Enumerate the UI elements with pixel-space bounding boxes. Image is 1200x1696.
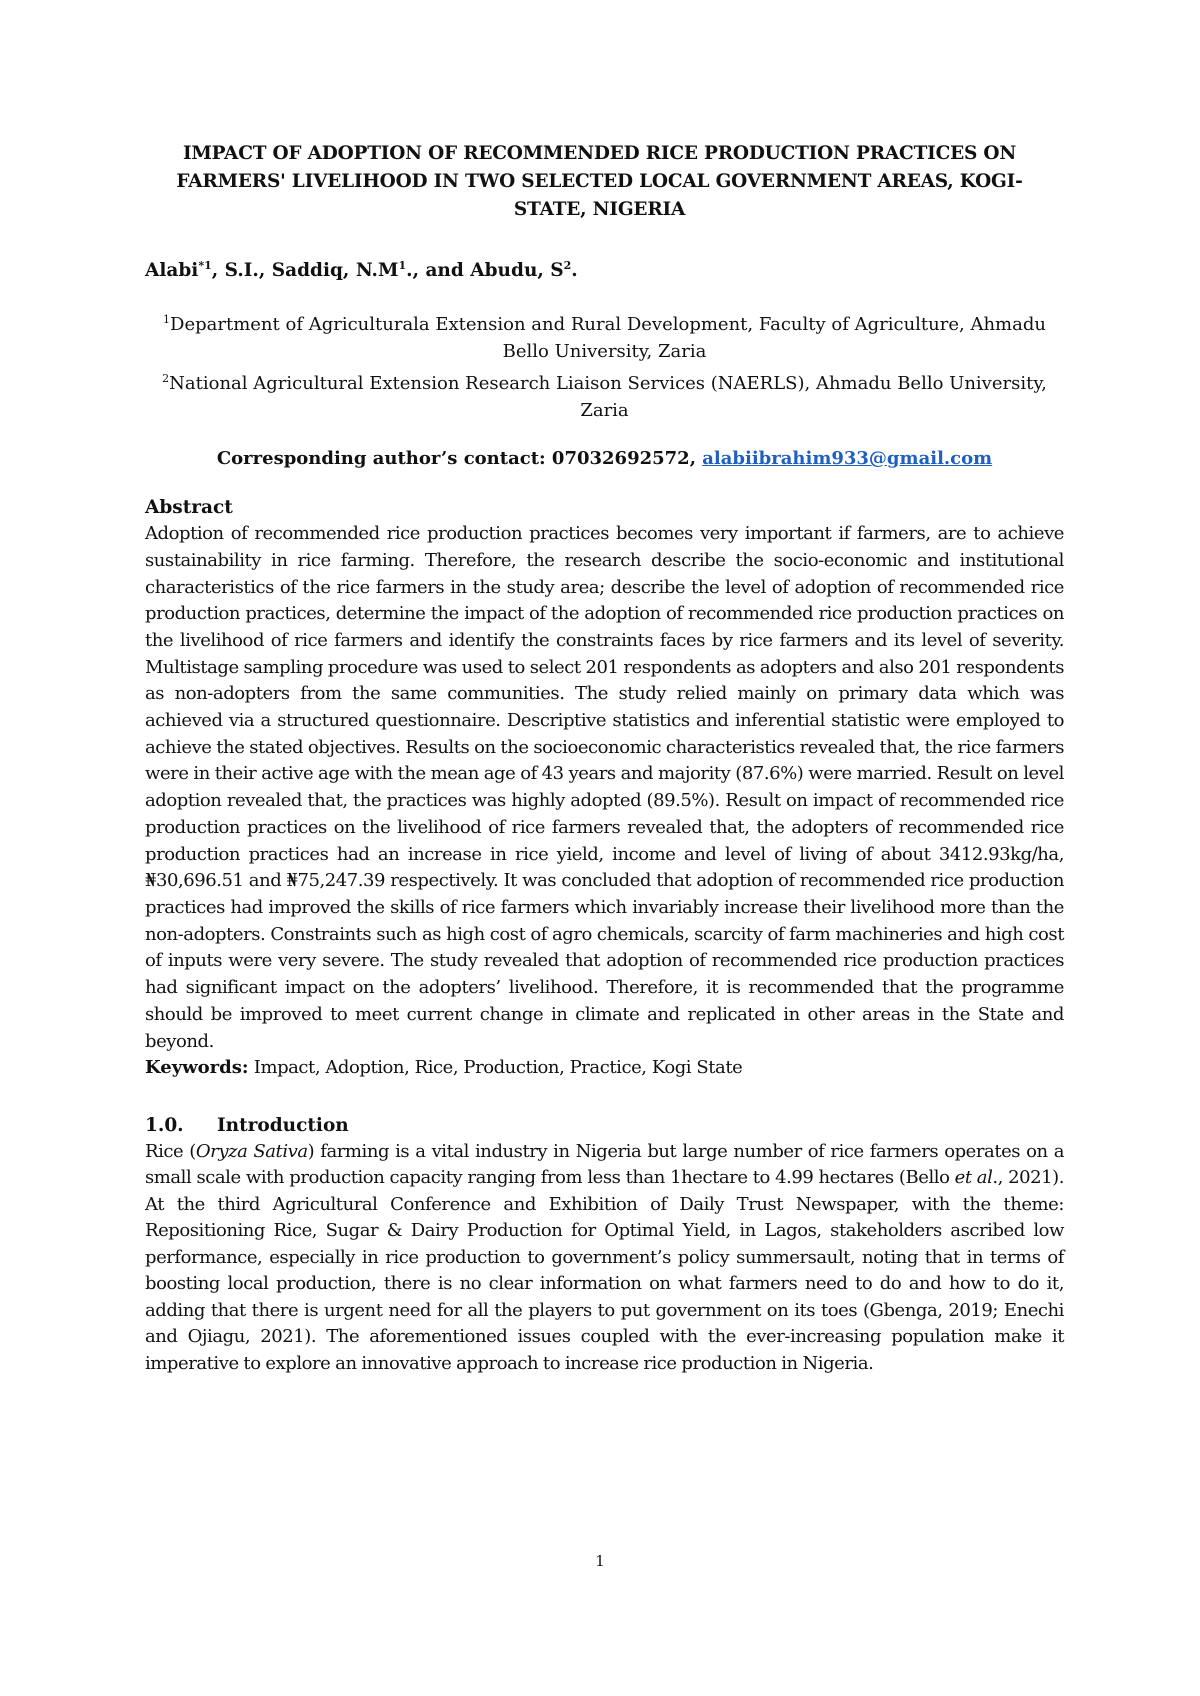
author-1-name: Alabi [145,260,199,282]
intro-italic-etal: et al [954,1167,993,1189]
author-3-name: Abudu, S [470,260,564,282]
affiliation-2-text: National Agricultural Extension Research Liaison Services (NAERLS), Ahmadu Bello University, Zaria [169,373,1047,422]
abstract-heading: Abstract [145,497,233,519]
introduction-paragraph [145,1139,1064,1378]
intro-italic-species: Oryza Sativa [195,1140,308,1162]
affiliation-1 [145,306,1064,365]
section-number: 1.0. [145,1114,184,1136]
abstract-text: Adoption of recommended rice production practices becomes very important if farmers, are to achieve sustainability in rice farming. Therefore, the research describe the socio-economic and institutional characteristics of the rice farmers in the study area; describe the level of adoption of recommended rice production practices, determine the impact of the adoption of recommended rice production practices on the livelihood of rice farmers and identify the constraints faces by rice farmers and its level of severity. Multistage sampling procedure was used to select 201 respondents as adopters and also 201 respondents as non-adopters from the same communities. The study relied mainly on primary data which was achieved via a structured questionnaire. Descriptive statistics and inferential statistic were employed to achieve the stated objectives. Results on the socioeconomic characteristics revealed that, the rice farmers were in their active age with the mean age of 43 years and majority (87.6%) were married. Result on level adoption revealed that, the practices was highly adopted (89.5%). Result on impact of recommended rice production practices on the livelihood of rice farmers revealed that, the adopters of recommended rice production practices had an increase in rice yield, income and level of living of about 3412.93kg/ha, ₦30,696.51 and ₦75,247.39 respectively. It was concluded that adoption of recommended rice production practices had improved the skills of rice farmers which invariably increase their livelihood more than the non-adopters. Constraints such as high cost of agro chemicals, scarcity of farm machineries and high cost of inputs were very severe. The study revealed that adoption of recommended rice production practices had significant impact on the adopters’ livelihood. Therefore, it is recommended that the programme should be improved to meet current change in climate and replicated in other areas in the State and beyond. [145,523,1064,1052]
contact-label: Corresponding author’s contact: 07032692572, [216,448,703,470]
author-1-initials: , S.I., [211,260,272,282]
author-2-affiliation-mark: 1 [398,259,407,272]
author-3-affiliation-mark: 2 [563,259,572,272]
section-title: Introduction [217,1114,349,1136]
affiliation-2 [145,365,1064,424]
intro-text-1: Rice ( [145,1140,196,1162]
keywords [145,1055,1064,1082]
author-list-end: . [571,260,578,282]
section-heading [145,1112,1064,1139]
author-separator: ., and [406,260,471,282]
affiliation-1-text: Department of Agriculturala Extension and Rural Development, Faculty of Agriculture, Ahmadu Bello University, Zaria [170,314,1046,363]
author-1-affiliation-mark: *1 [198,259,212,272]
affiliation-2-mark: 2 [162,372,170,386]
affiliation-1-mark: 1 [163,313,171,327]
email-link[interactable]: alabiibrahim933@gmail.com [702,448,993,470]
author-2-name: Saddiq, N.M [271,260,399,282]
affiliations [145,306,1064,424]
intro-text-2: ) farming is a vital industry in Nigeria but large number of rice farmers operates on a small scale with production capacity ranging from less than 1hectare to 4.99 hectares (Bello [145,1140,1064,1189]
page-number: 1 [595,1552,605,1570]
keywords-list: Impact, Adoption, Rice, Production, Practice, Kogi State [248,1057,743,1079]
corresponding-author [145,446,1064,472]
keywords-label: Keywords: [145,1057,249,1079]
intro-text-3: ., 2021). At the third Agricultural Conference and Exhibition of Daily Trust Newspaper, with the theme: Repositioning Rice, Sugar & Dairy Production for Optimal Yield, in Lagos, stakeholders ascribed low performance, especially in rice production to government’s policy summersault, noting that in terms of boosting local production, there is no clear information on what farmers need to do and how to do it, adding that there is urgent need for all the players to put government on its toes (Gbenga, 2019; Enechi and Ojiagu, 2021). The aforementioned issues coupled with the ever-increasing population make it imperative to explore an innovative approach to increase rice production in Nigeria. [145,1167,1064,1374]
author-list [145,253,1064,284]
paper-title: IMPACT OF ADOPTION OF RECOMMENDED RICE PRODUCTION PRACTICES ON FARMERS' LIVELIHOOD IN TWO SELECTED LOCAL GOVERNMENT AREAS, KOGI-STATE, NIGERIA [176,143,1023,220]
